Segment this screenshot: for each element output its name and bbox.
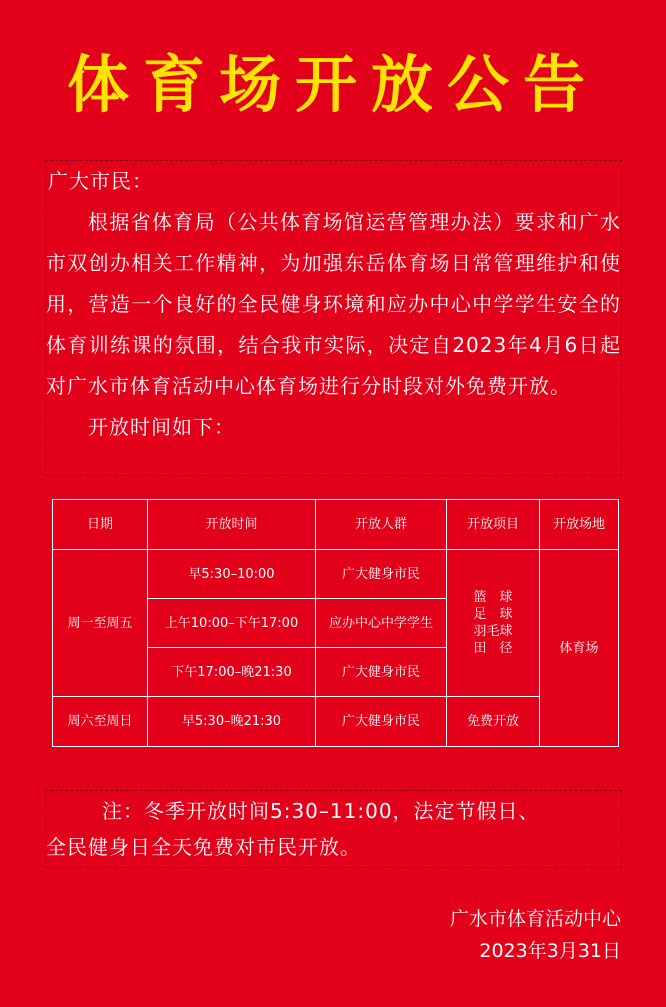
- header-date: 日期: [53, 500, 148, 550]
- table-header-row: [53, 500, 619, 550]
- signature-date: 2023年3月31日: [479, 940, 621, 962]
- weekend-item-cell: 免费开放: [447, 697, 540, 747]
- item-track: 田 径: [473, 641, 513, 656]
- note-line-2: 全民健身日全天免费对市民开放。: [46, 835, 361, 859]
- signature: [450, 903, 621, 967]
- schedule-intro: 开放时间如下：: [88, 415, 235, 439]
- page-title: 体育场开放公告: [66, 48, 599, 121]
- item-badminton: 羽毛球: [473, 624, 513, 639]
- weekday-label: 周一至周五: [53, 550, 148, 697]
- salutation: 广大市民：: [48, 169, 153, 193]
- item-basketball: 篮 球: [473, 590, 513, 605]
- group-cell: 应办中心中学学生: [316, 599, 447, 648]
- time-cell: 上午10:00–下午17:00: [148, 599, 316, 648]
- group-cell: 广大健身市民: [316, 648, 447, 697]
- table-row: [53, 697, 619, 747]
- note-line-1: 注：冬季开放时间5:30–11:00，法定节假日、: [102, 799, 540, 823]
- signature-org: 广水市体育活动中心: [449, 908, 621, 930]
- group-cell: 广大健身市民: [316, 550, 447, 599]
- weekend-label: 周六至周日: [53, 697, 148, 747]
- group-cell: 广大健身市民: [316, 697, 447, 747]
- schedule-table: [52, 499, 619, 747]
- time-cell: 早5:30–10:00: [148, 550, 316, 599]
- time-cell: 下午17:00–晚21:30: [148, 648, 316, 697]
- header-venue: 开放场地: [540, 500, 619, 550]
- notice-box: [45, 160, 622, 476]
- header-group: 开放人群: [316, 500, 447, 550]
- time-cell: 早5:30–晚21:30: [148, 697, 316, 747]
- notice-paragraph: 根据省体育局（公共体育场馆运营管理办法）要求和广水市双创办相关工作精神，为加强东岳体育场日常管理维护和使用，营造一个良好的全民健身环境和应办中心中学学生安全的体育训练课的氛围，结合我市实际，决定自2023年4月6日起对广水市体育活动中心体育场进行分时段对外免费开放。: [46, 210, 621, 398]
- item-football: 足 球: [473, 607, 513, 622]
- note-box: [45, 790, 622, 868]
- table-row: [53, 550, 619, 599]
- header-item: 开放项目: [447, 500, 540, 550]
- venue-cell: 体育场: [540, 550, 619, 747]
- header-time: 开放时间: [148, 500, 316, 550]
- items-cell: [447, 550, 540, 697]
